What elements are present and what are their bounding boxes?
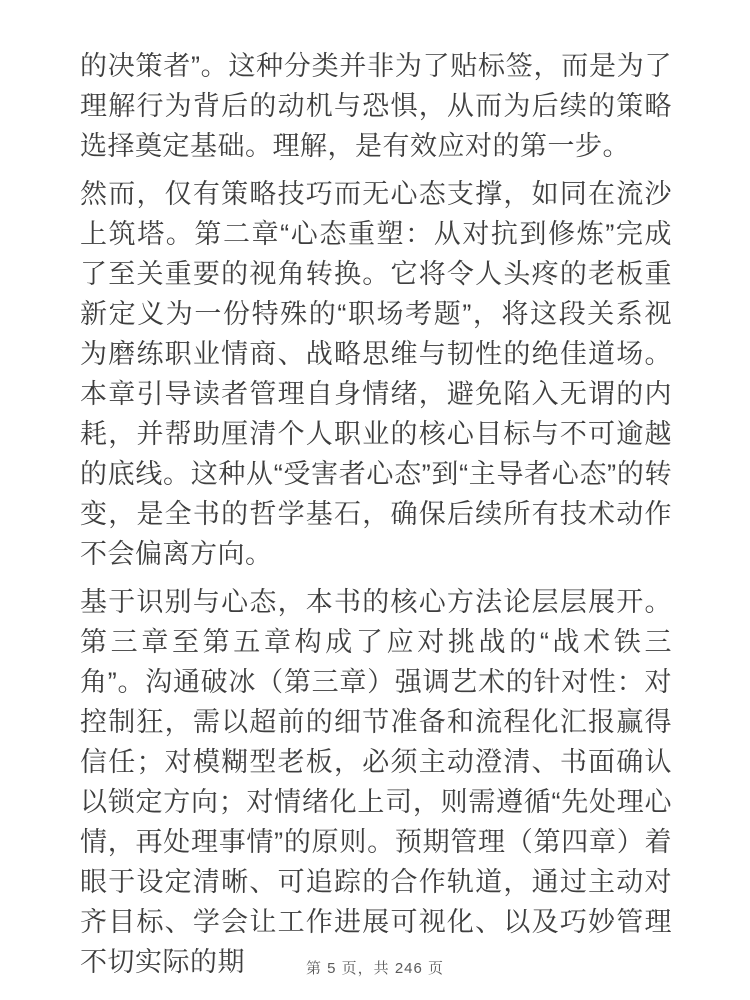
page-number-footer [0,957,750,978]
page-number-label: 第 5 页，共 246 页 [305,960,445,977]
paragraph: 基于识别与心态，本书的核心方法论层层展开。第三章至第五章构成了应对挑战的“战术铁三角”。沟通破冰（第三章）强调艺术的针对性：对控制狂，需以超前的细节准备和流程化汇报赢得信任；对模糊型老板，必须主动澄清、书面确认以锁定方向；对情绪化上司，则需遵循“先处理心情，再处理事情”的原则。预期管理（第四章）着眼于设定清晰、可追踪的合作轨道，通过主动对齐目标、学会让工作进展可视化、以及巧妙管理不切实际的期 [80,587,672,977]
paragraph: 然而，仅有策略技巧而无心态支撑，如同在流沙上筑塔。第二章“心态重塑：从对抗到修炼”完成了至关重要的视角转换。它将令人头疼的老板重新定义为一份特殊的“职场考题”，将这段关系视为磨练职业情商、战略思维与韧性的绝佳道场。本章引导读者管理自身情绪，避免陷入无谓的内耗，并帮助厘清个人职业的核心目标与不可逾越的底线。这种从“受害者心态”到“主导者心态”的转变，是全书的哲学基石，确保后续所有技术动作不会偏离方向。 [80,179,672,569]
page-content [80,46,672,990]
paragraph: 的决策者”。这种分类并非为了贴标签，而是为了理解行为背后的动机与恐惧，从而为后续的策略选择奠定基础。理解，是有效应对的第一步。 [80,51,672,161]
